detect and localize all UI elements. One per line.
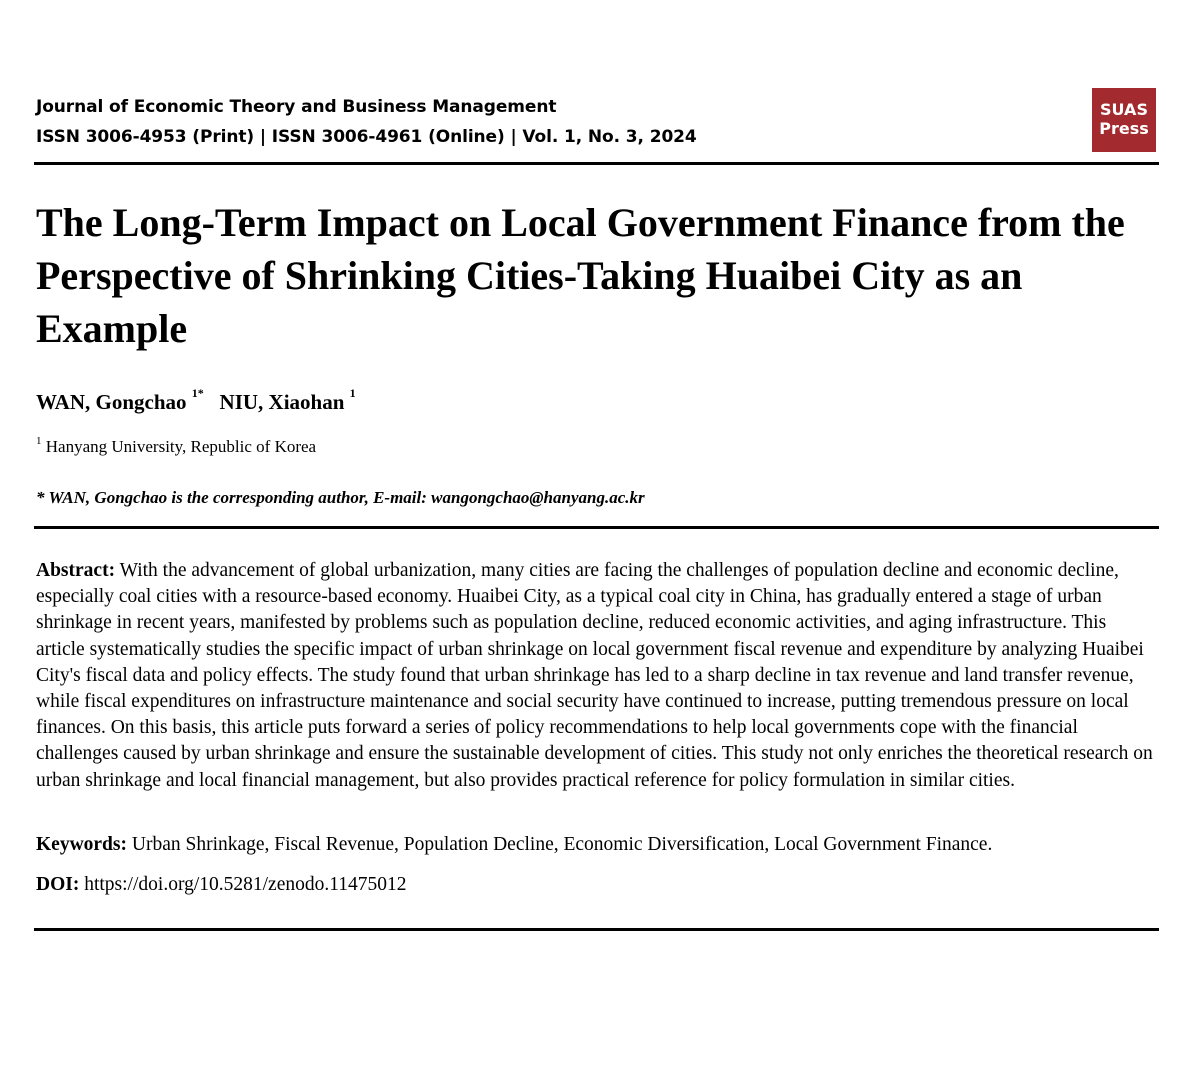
affiliation-mark: 1 [36, 435, 42, 447]
abstract-label: Abstract: [36, 560, 116, 581]
doi-label: DOI: [36, 874, 80, 895]
paper-title: The Long-Term Impact on Local Government Finance from the Perspective of Shrinking Cities-Taking Huaibei City as an Example [36, 200, 1125, 351]
section-divider [34, 526, 1159, 529]
logo-line-1: SUAS [1100, 100, 1148, 119]
affiliation [36, 437, 316, 457]
keywords-label: Keywords: [36, 834, 127, 855]
doi-link[interactable]: https://doi.org/10.5281/zenodo.11475012 [84, 874, 407, 895]
keywords [36, 834, 1158, 856]
author-list [36, 386, 356, 415]
footer-divider [34, 928, 1159, 931]
corresponding-author-note: * WAN, Gongchao is the corresponding author, E-mail: wangongchao@hanyang.ac.kr [36, 488, 645, 507]
journal-issn-line: ISSN 3006-4953 (Print) | ISSN 3006-4961 (Online) | Vol. 1, No. 3, 2024 [36, 127, 697, 147]
logo-line-2: Press [1099, 119, 1149, 138]
author-affiliation-mark: 1 [349, 386, 356, 400]
header-divider [34, 162, 1159, 165]
journal-name: Journal of Economic Theory and Business Management [36, 97, 557, 117]
abstract [36, 558, 1158, 794]
abstract-text: With the advancement of global urbanization, many cities are facing the challenges of population decline and economic decline, especially coal cities with a resource-based economy. Huaibei City, as a typical coal city in China, has gradually entered a stage of urban shrinkage in recent years, manifested by problems such as population decline, reduced economic activities, and aging infrastructure. This article systematically studies the specific impact of urban shrinkage on local government fiscal revenue and expenditure by analyzing Huaibei City's fiscal data and policy effects. The study found that urban shrinkage has led to a sharp decline in tax revenue and land transfer revenue, while fiscal expenditures on infrastructure maintenance and social security have continued to increase, putting tremendous pressure on local finances. On this basis, this article puts forward a series of policy recommendations to help local governments cope with the financial challenges caused by urban shrinkage and ensure the sustainable development of cities. This study not only enriches the theoretical research on urban shrinkage and local financial management, but also provides practical reference for policy formulation in similar cities. [36, 560, 1153, 791]
doi [36, 874, 407, 896]
suas-press-logo [1092, 88, 1156, 152]
author-affiliation-mark: 1* [191, 386, 204, 400]
author-name: NIU, Xiaohan [219, 390, 345, 414]
affiliation-text: Hanyang University, Republic of Korea [45, 437, 317, 456]
journal-header [36, 92, 1158, 162]
keywords-text: Urban Shrinkage, Fiscal Revenue, Population Decline, Economic Diversification, Local Government Finance. [131, 834, 993, 855]
author-name: WAN, Gongchao [36, 390, 187, 414]
